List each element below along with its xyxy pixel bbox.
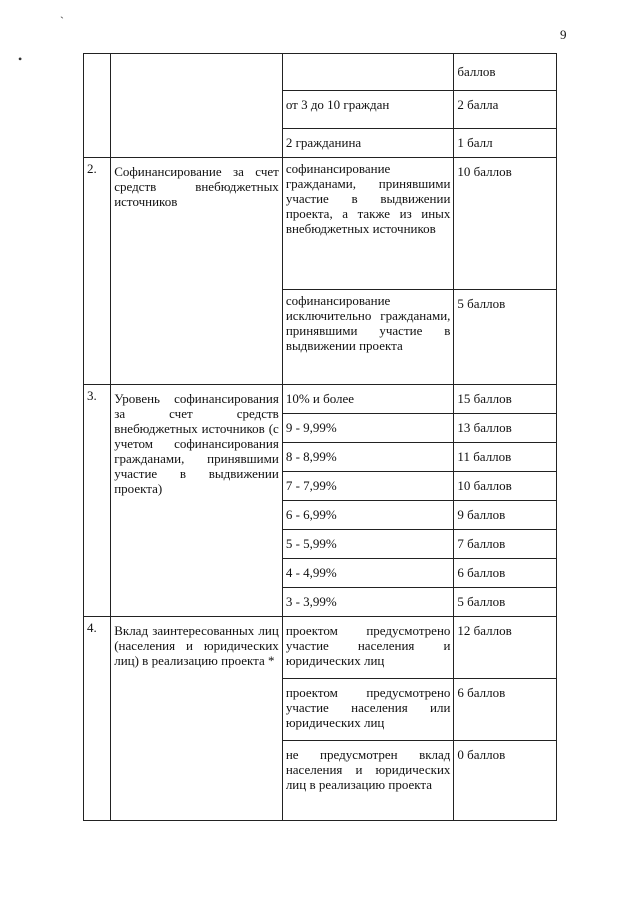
table-row <box>84 54 557 91</box>
criterion-option: 4 - 4,99% <box>282 559 454 588</box>
score-cell: 5 баллов <box>454 290 557 385</box>
score-cell: 6 баллов <box>454 679 557 741</box>
score-cell: 0 баллов <box>454 741 557 821</box>
score-cell: 5 баллов <box>454 588 557 617</box>
row-number: 2. <box>84 158 111 385</box>
page-number: 9 <box>560 27 567 42</box>
score-cell: 10 баллов <box>454 158 557 290</box>
criterion-option: проектом предусмотрено участие населения и юридических лиц <box>282 617 454 679</box>
table-row <box>84 158 557 290</box>
score-cell: баллов <box>454 54 557 91</box>
score-cell: 6 баллов <box>454 559 557 588</box>
row-number <box>84 54 111 158</box>
criterion-option: 9 - 9,99% <box>282 414 454 443</box>
score-cell: 9 баллов <box>454 501 557 530</box>
criterion-option <box>282 54 454 91</box>
stray-mark: ` <box>60 14 64 28</box>
score-cell: 7 баллов <box>454 530 557 559</box>
table-row <box>84 617 557 679</box>
stray-dot: • <box>18 52 23 66</box>
score-cell: 2 балла <box>454 91 557 129</box>
criterion-option: 2 гражданина <box>282 129 454 158</box>
criterion-option: проектом предусмотрено участие населения или юридических лиц <box>282 679 454 741</box>
score-cell: 13 баллов <box>454 414 557 443</box>
criterion-option: 5 - 5,99% <box>282 530 454 559</box>
row-number: 3. <box>84 385 111 617</box>
criterion-option: 3 - 3,99% <box>282 588 454 617</box>
criterion-option: 8 - 8,99% <box>282 443 454 472</box>
criteria-table <box>83 53 557 821</box>
row-number: 4. <box>84 617 111 821</box>
criterion-option: 7 - 7,99% <box>282 472 454 501</box>
score-cell: 11 баллов <box>454 443 557 472</box>
criterion-option: от 3 до 10 граждан <box>282 91 454 129</box>
criterion-title <box>111 54 283 158</box>
table-row <box>84 385 557 414</box>
criterion-title: Софинансирование за счет средств внебюджетных источников <box>111 158 283 385</box>
score-cell: 12 баллов <box>454 617 557 679</box>
score-cell: 15 баллов <box>454 385 557 414</box>
criterion-title: Вклад заинтересованных лиц (населения и юридических лиц) в реализацию проекта * <box>111 617 283 821</box>
score-cell: 10 баллов <box>454 472 557 501</box>
criterion-option: не предусмотрен вклад населения и юридических лиц в реализацию проекта <box>282 741 454 821</box>
score-cell: 1 балл <box>454 129 557 158</box>
criterion-option: 6 - 6,99% <box>282 501 454 530</box>
criterion-option: софинансирование исключительно гражданами, принявшими участие в выдвижении проекта <box>282 290 454 385</box>
criterion-option: софинансирование гражданами, принявшими участие в выдвижении проекта, а также из иных внебюджетных источников <box>282 158 454 290</box>
criterion-title: Уровень софинансирования за счет средств внебюджетных источников (с учетом софинансирования гражданами, принявшими участие в выдвижении проекта) <box>111 385 283 617</box>
criterion-option: 10% и более <box>282 385 454 414</box>
